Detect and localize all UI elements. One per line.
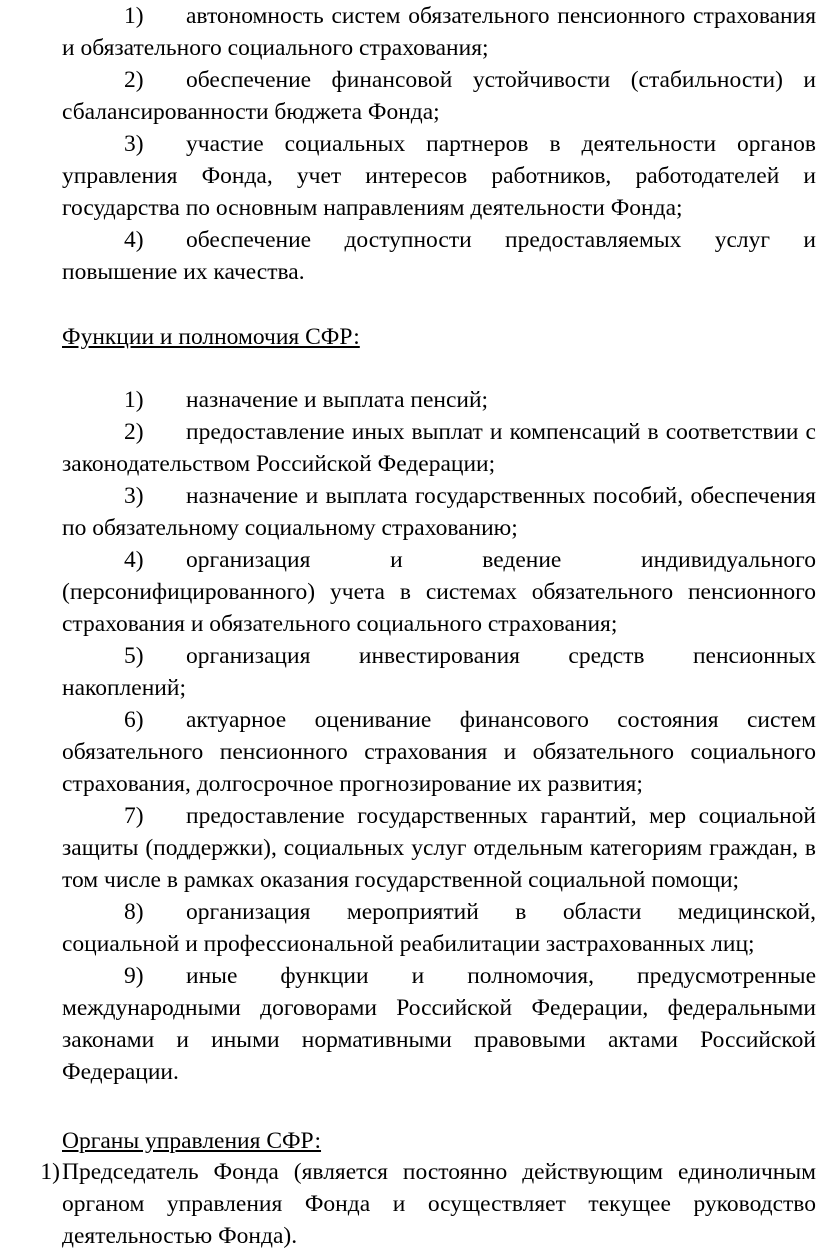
list-item-number: 2) <box>124 419 144 445</box>
list-item-number: 7) <box>124 803 144 829</box>
list-item-text: участие социальных партнеров в деятельности органов управления Фонда, учет интересов работников, работодателей и государства по основным направлениям деятельности Фонда; <box>62 131 816 221</box>
list-item-number: 8) <box>124 899 144 925</box>
list-item-number: 1) <box>124 387 144 413</box>
list-item <box>0 1156 816 1252</box>
list-item <box>62 384 816 416</box>
list-item-text: предоставление государственных гарантий, мер социальной защиты (поддержки), социальных услуг отдельным категориям граждан, в том числе в рамках оказания государственной социальной помощи; <box>62 803 816 893</box>
list-item-number: 6) <box>124 707 144 733</box>
list-item-text: организация и ведение индивидуального (персонифицированного) учета в системах обязательного пенсионного страхования и обязательного социального страхования; <box>62 547 816 637</box>
list-item-text: организация инвестирования средств пенсионных накоплений; <box>62 643 816 701</box>
list-item <box>62 896 816 960</box>
list-item-text: актуарное оценивание финансового состояния систем обязательного пенсионного страхования и обязательного социального страхования, долгосрочное прогнозирование их развития; <box>62 707 816 797</box>
list-item <box>62 544 816 640</box>
list-item <box>62 800 816 896</box>
list-item-number: 3) <box>124 483 144 509</box>
list-item <box>62 64 816 128</box>
principles-list <box>62 0 816 288</box>
list-item-text: иные функции и полномочия, предусмотренные международными договорами Российской Федерации, федеральными законами и иными нормативными правовыми актами Российской Федерации. <box>62 963 816 1085</box>
list-item-text: обеспечение финансовой устойчивости (стабильности) и сбалансированности бюджета Фонда; <box>62 67 816 125</box>
list-item-text: назначение и выплата пенсий; <box>186 387 489 413</box>
list-item-text: обеспечение доступности предоставляемых услуг и повышение их качества. <box>62 227 816 285</box>
list-item-number: 1) <box>124 3 144 29</box>
list-item-number: 4) <box>124 227 144 253</box>
list-item <box>62 960 816 1088</box>
list-item-number: 1) <box>40 1159 60 1185</box>
list-item-text: Председатель Фонда (является постоянно действующим единоличным органом управления Фонда и осуществляет текущее руководство деятельностью Фонда). <box>62 1159 816 1249</box>
list-item-text: организация мероприятий в области медицинской, социальной и профессиональной реабилитации застрахованных лиц; <box>62 899 816 957</box>
list-item <box>62 0 816 64</box>
list-item-number: 3) <box>124 131 144 157</box>
list-item-number: 5) <box>124 643 144 669</box>
governance-heading: Органы управления СФР: <box>62 1128 322 1154</box>
list-item <box>62 640 816 704</box>
list-item-text: назначение и выплата государственных пособий, обеспечения по обязательному социальному страхованию; <box>62 483 816 541</box>
list-item <box>62 416 816 480</box>
list-item <box>62 128 816 224</box>
list-item <box>62 704 816 800</box>
list-item-text: автономность систем обязательного пенсионного страхования и обязательного социального страхования; <box>62 3 816 61</box>
list-item-text: предоставление иных выплат и компенсаций в соответствии с законодательством Российской Федерации; <box>62 419 816 477</box>
list-item-number: 4) <box>124 547 144 573</box>
list-item <box>62 224 816 288</box>
list-item <box>62 480 816 544</box>
functions-heading: Функции и полномочия СФР: <box>62 324 360 350</box>
functions-list <box>62 384 816 1088</box>
governance-list <box>0 1156 816 1252</box>
list-item-number: 9) <box>124 963 144 989</box>
list-item-number: 2) <box>124 67 144 93</box>
